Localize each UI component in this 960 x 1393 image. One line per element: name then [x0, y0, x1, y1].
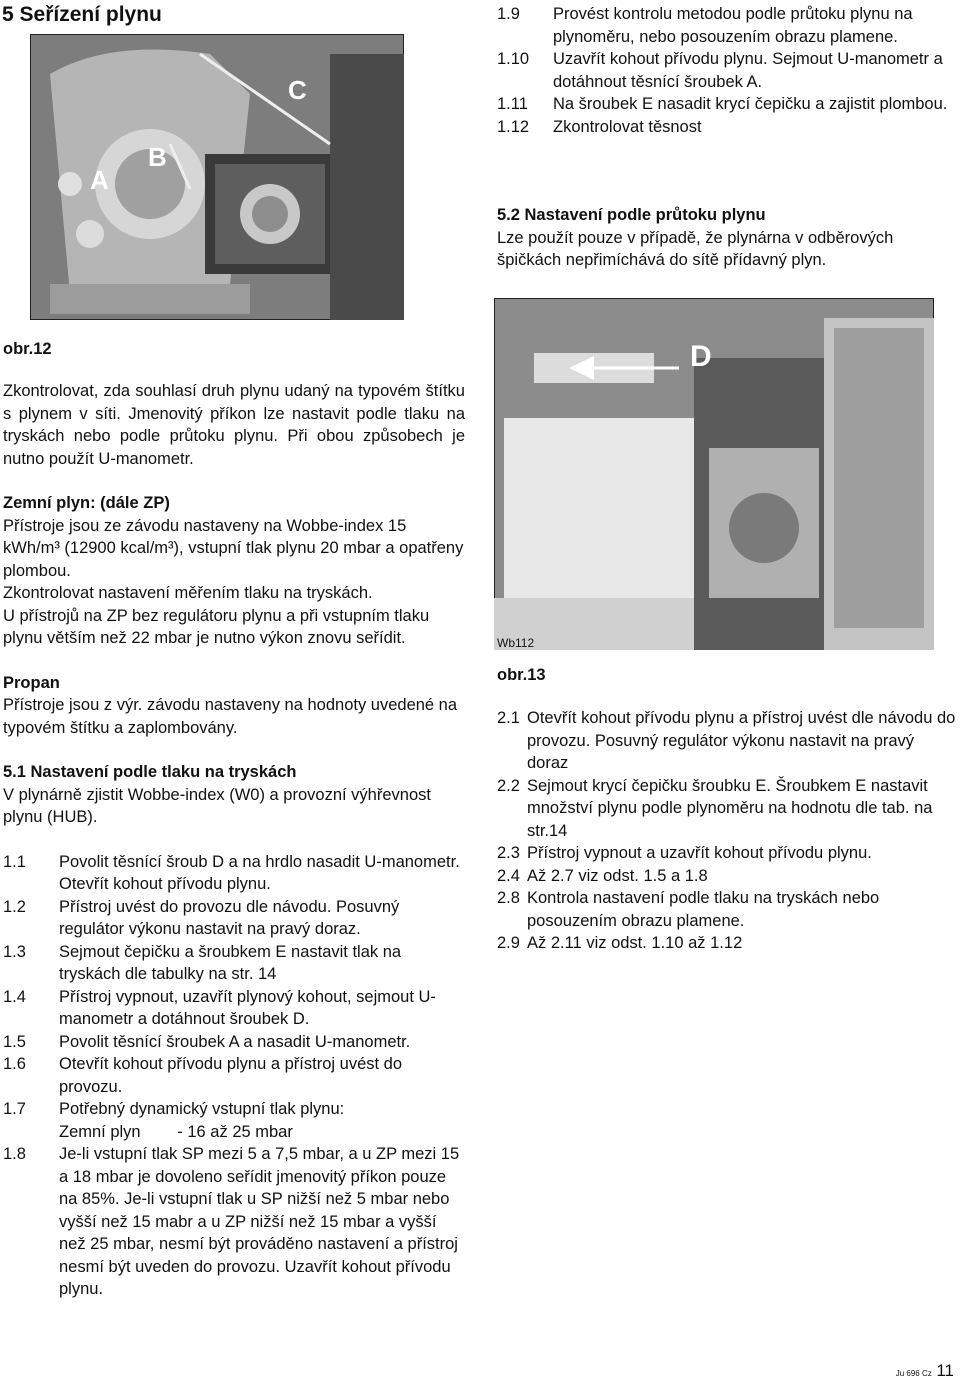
item-number: 1.6 [3, 1055, 26, 1073]
item-text: Je-li vstupní tlak SP mezi 5 a 7,5 mbar, a u ZP mezi 15 a 18 mbar je dovoleno seřídit jmenovitý příkon pouze na 85%. Je-li vstupní tlak u SP nižší než 5 mbar nebo vyšší než 15 mabr a u ZP nižší než 15 mbar a vyšší než 25 mbar, nesmí být prováděno nastavení a přístroj nesmí být uveden do provozu. Uzavřít kohout přívodu plynu. [59, 1145, 460, 1298]
list-item [3, 896, 465, 941]
list-item [3, 1098, 465, 1143]
figure-13-caption: obr.13 [497, 666, 546, 684]
section-5-1-text: V plynárně zjistit Wobbe-index (W0) a provozní výhřevnost plynu (HUB). [3, 785, 431, 826]
item-text: Přístroj uvést do provozu dle návodu. Posuvný regulátor výkonu nastavit na pravý doraz. [59, 897, 400, 938]
item-number: 2.4 [497, 866, 520, 885]
right-bottom-list [497, 707, 959, 955]
item-text: Sejmout čepičku a šroubkem E nastavit tlak na tryskách dle tabulky na str. 14 [59, 942, 402, 983]
list-item [497, 775, 959, 843]
item-number: 2.9 [497, 934, 520, 952]
list-item [3, 1143, 465, 1301]
item-text: Sejmout krycí čepičku šroubku E. Šroubkem E nastavit množství plynu podle plynoměru na hodnotu dle tab. na str.14 [527, 776, 933, 840]
zp-paragraph-3: U přístrojů na ZP bez regulátoru plynu a při vstupním tlaku plynu větším než 22 mbar je nutno výkon znovu seřídit. [3, 606, 430, 647]
label-b: B [148, 142, 167, 172]
section-5-2 [497, 204, 959, 272]
page-heading: 5 Seřízení plynu [2, 3, 162, 26]
item-text: Potřebný dynamický vstupní tlak plynu: [59, 1100, 345, 1118]
zp-paragraph-1: Přístroje jsou ze závodu nastaveny na Wobbe-index 15 kWh/m³ (12900 kcal/m³), vstupní tlak plynu 20 mbar a opatřeny plombou. [3, 516, 464, 580]
item-text: Kontrola nastavení podle tlaku na tryskách nebo posouzením obrazu plamene. [527, 889, 880, 930]
list-item [497, 887, 959, 932]
figure-12-photo [30, 34, 404, 320]
item-text: Až 2.11 viz odst. 1.10 až 1.12 [527, 934, 743, 952]
list-item [497, 48, 959, 93]
zp-title: Zemní plyn: (dále ZP) [3, 494, 170, 512]
figure-12-caption: obr.12 [3, 340, 52, 358]
document-code: Ju 696 Cz [895, 1368, 932, 1378]
item-number: 1.8 [3, 1145, 26, 1163]
propan-title: Propan [3, 673, 60, 692]
item-number: 1.5 [3, 1032, 26, 1051]
item-text: Provést kontrolu metodou podle průtoku plynu na plynoměru, nebo posouzením obrazu plamene. [553, 5, 913, 46]
item-number: 1.12 [497, 117, 530, 136]
item-number: 1.1 [3, 852, 26, 871]
item-number: 1.4 [3, 987, 26, 1006]
item-number: 1.2 [3, 897, 26, 916]
item-extra: Zemní plyn - 16 až 25 mbar [59, 1122, 293, 1141]
section-5-1-title: 5.1 Nastavení podle tlaku na tryskách [3, 763, 297, 781]
list-item [497, 3, 959, 48]
item-text: Přístroj vypnout a uzavřít kohout přívodu plynu. [527, 844, 872, 862]
item-text: Uzavřít kohout přívodu plynu. Sejmout U-manometr a dotáhnout těsnící šroubek A. [553, 50, 943, 91]
list-item [497, 865, 959, 888]
right-top-list [497, 3, 959, 138]
zp-paragraph-2: Zkontrolovat nastavení měřením tlaku na tryskách. [3, 584, 373, 602]
photo-code: Wb112 [497, 636, 535, 650]
item-text: Otevřít kohout přívodu plynu a přístroj uvést do provozu. [59, 1055, 403, 1096]
item-number: 2.8 [497, 889, 520, 907]
list-item [3, 941, 465, 986]
list-item [3, 986, 465, 1031]
label-d: D [690, 340, 712, 373]
left-column [3, 380, 465, 1301]
item-text: Zkontrolovat těsnost [553, 117, 702, 136]
section-text: Lze použít pouze v případě, že plynárna v odběrových špičkách nepřimíchává do sítě přídavný plyn. [497, 228, 894, 269]
list-item [3, 851, 465, 896]
section-title: 5.2 Nastavení podle průtoku plynu [497, 206, 766, 224]
page-number: 11 [936, 1360, 954, 1380]
item-number: 1.3 [3, 942, 26, 961]
list-item [497, 116, 959, 139]
figure-13-photo [494, 298, 934, 650]
label-c: C [288, 75, 307, 105]
item-number: 1.7 [3, 1100, 26, 1118]
intro-paragraph: Zkontrolovat, zda souhlasí druh plynu udaný na typovém štítku s plynem v síti. Jmenovitý příkon lze nastavit podle tlaku na tryskách nebo podle průtoku plynu. Při obou způsobech je nutno použít U-manometr. [3, 382, 465, 468]
list-item [497, 842, 959, 865]
list-item [3, 1031, 465, 1054]
list-item [3, 1053, 465, 1098]
item-number: 1.10 [497, 50, 530, 68]
list-item [497, 707, 959, 775]
item-text: Povolit těsnící šroubek A a nasadit U-manometr. [59, 1032, 411, 1051]
item-number: 2.3 [497, 844, 520, 862]
item-number: 2.1 [497, 709, 520, 727]
item-number: 1.9 [497, 5, 520, 23]
list-item [497, 932, 959, 955]
item-text: Až 2.7 viz odst. 1.5 a 1.8 [527, 866, 708, 885]
label-a: A [90, 165, 109, 195]
item-number: 2.2 [497, 776, 520, 795]
item-number: 1.11 [497, 95, 528, 113]
item-text: Povolit těsnící šroub D a na hrdlo nasadit U-manometr. Otevřít kohout přívodu plynu. [59, 852, 460, 893]
propan-text: Přístroje jsou z výr. závodu nastaveny na hodnoty uvedené na typovém štítku a zaplombovány. [3, 696, 458, 737]
item-text: Přístroj vypnout, uzavřít plynový kohout, sejmout U-manometr a dotáhnout šroubek D. [59, 987, 436, 1028]
item-text: Na šroubek E nasadit krycí čepičku a zajistit plombou. [553, 95, 948, 113]
page-footer [896, 1360, 954, 1386]
list-item [497, 93, 959, 116]
item-text: Otevřít kohout přívodu plynu a přístroj uvést dle návodu do provozu. Posuvný regulátor výkonu nastavit na pravý doraz [527, 709, 956, 772]
